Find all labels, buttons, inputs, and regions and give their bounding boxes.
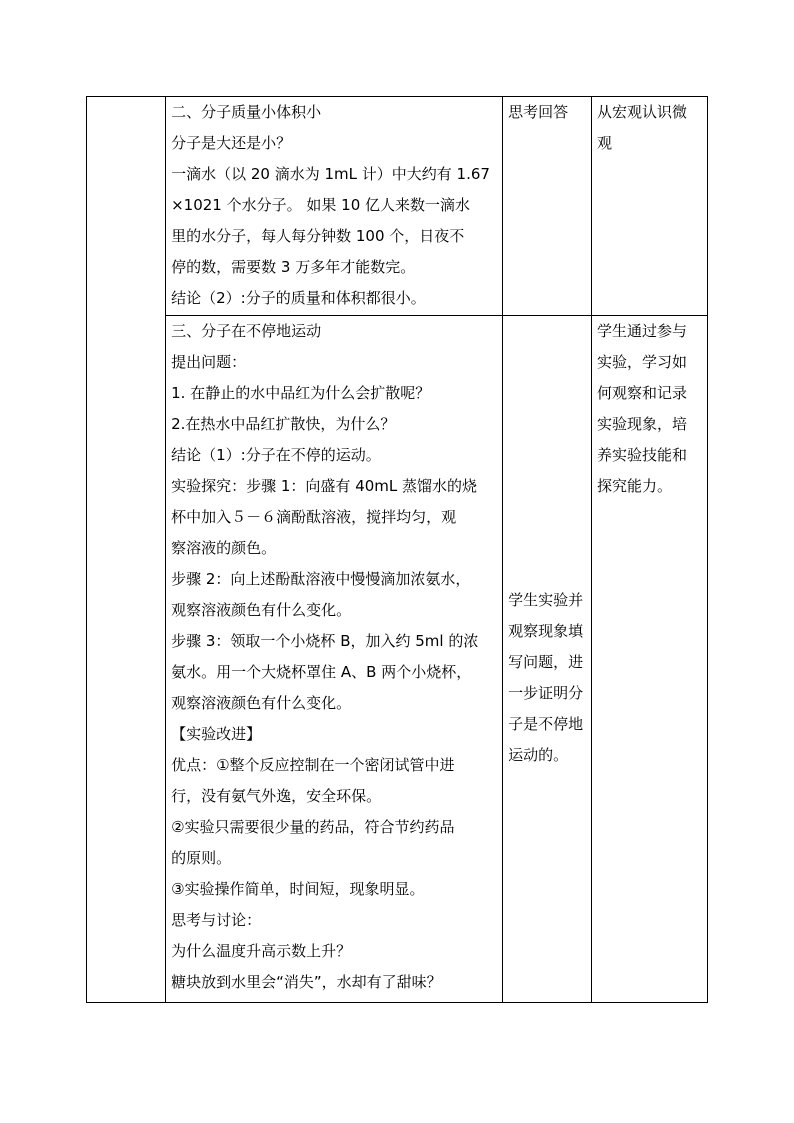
- section2-line: 一滴水（以 20 滴水为 1mL 计）中大约有 1.67: [171, 165, 490, 183]
- table-row-section2: [87, 97, 708, 316]
- section3-line: 步骤 3：领取一个小烧杯 B，加入约 5ml 的浓: [171, 632, 479, 650]
- section3-student-activity-cell: [503, 316, 592, 1003]
- section2-conclusion: 结论（2）:分子的质量和体积都很小。: [171, 289, 426, 307]
- section3-heading: 三、分子在不停地运动: [171, 322, 322, 340]
- section2-design-intent-cell: [592, 97, 708, 316]
- section2-line: ×1021 个水分子。 如果 10 亿人来数一滴水: [171, 196, 471, 214]
- section3-subheading: 【实验改进】: [171, 725, 262, 743]
- section3-line: 2.在热水中品红扩散快，为什么？: [171, 415, 396, 433]
- section3-line: 步骤 2：向上述酚酞溶液中慢慢滴加浓氨水，: [171, 570, 471, 588]
- section3-content-cell: [166, 316, 503, 1003]
- section3-conclusion: 结论（1）:分子在不停的运动。: [171, 446, 381, 464]
- lesson-plan-table: [86, 96, 708, 1003]
- section3-line: 观察溶液颜色有什么变化。: [171, 601, 352, 619]
- section2-line: 分子是大还是小？: [171, 134, 292, 152]
- section3-line: 提出问题：: [171, 353, 247, 371]
- section3-design-intent: 学生通过参与实验，学习如何观察和记录实验现象，培养实验技能和探究能力。: [597, 322, 688, 495]
- section2-heading: 二、分子质量小体积小: [171, 103, 322, 121]
- section2-line: 停的数，需要数 3 万多年才能数完。: [171, 258, 416, 276]
- table-row-section3: [87, 316, 708, 1003]
- section3-line: 氨水。用一个大烧杯罩住 A、B 两个小烧杯，: [171, 663, 472, 681]
- section3-line: ②实验只需要很少量的药品，符合节约药品: [171, 818, 455, 836]
- section2-content-cell: [166, 97, 503, 316]
- section3-line: 优点：①整个反应控制在一个密闭试管中进: [171, 756, 455, 774]
- section3-line: 察溶液的颜色。: [171, 539, 277, 557]
- section3-design-intent-cell: [592, 316, 708, 1003]
- section3-line: 1. 在静止的水中品红为什么会扩散呢？: [171, 384, 431, 402]
- section2-student-activity: 思考回答: [508, 103, 569, 121]
- section3-line: 糖块放到水里会“消失”，水却有了甜味？: [171, 973, 442, 991]
- section3-line: 行，没有氨气外逸，安全环保。: [171, 787, 382, 805]
- section3-line: 为什么温度升高示数上升？: [171, 942, 352, 960]
- section3-line: 观察溶液颜色有什么变化。: [171, 694, 352, 712]
- cell-spacer: [508, 316, 586, 585]
- section2-student-activity-cell: [503, 97, 592, 316]
- section2-design-intent: 从宏观认识微观: [597, 103, 688, 152]
- section3-line: 实验探究：步骤 1：向盛有 40mL 蒸馏水的烧: [171, 477, 478, 495]
- section3-line: 的原则。: [171, 849, 232, 867]
- section3-line: 思考与讨论：: [171, 911, 262, 929]
- section3-line: ③实验操作简单，时间短，现象明显。: [171, 880, 425, 898]
- section3-student-activity: 学生实验并观察现象填写问题，进一步证明分子是不停地运动的。: [508, 591, 584, 764]
- section3-line: 杯中加入５－６滴酚酞溶液，搅拌均匀，观: [171, 508, 457, 526]
- section2-line: 里的水分子，每人每分钟数 100 个，日夜不: [171, 227, 465, 245]
- empty-label-cell: [87, 97, 166, 1003]
